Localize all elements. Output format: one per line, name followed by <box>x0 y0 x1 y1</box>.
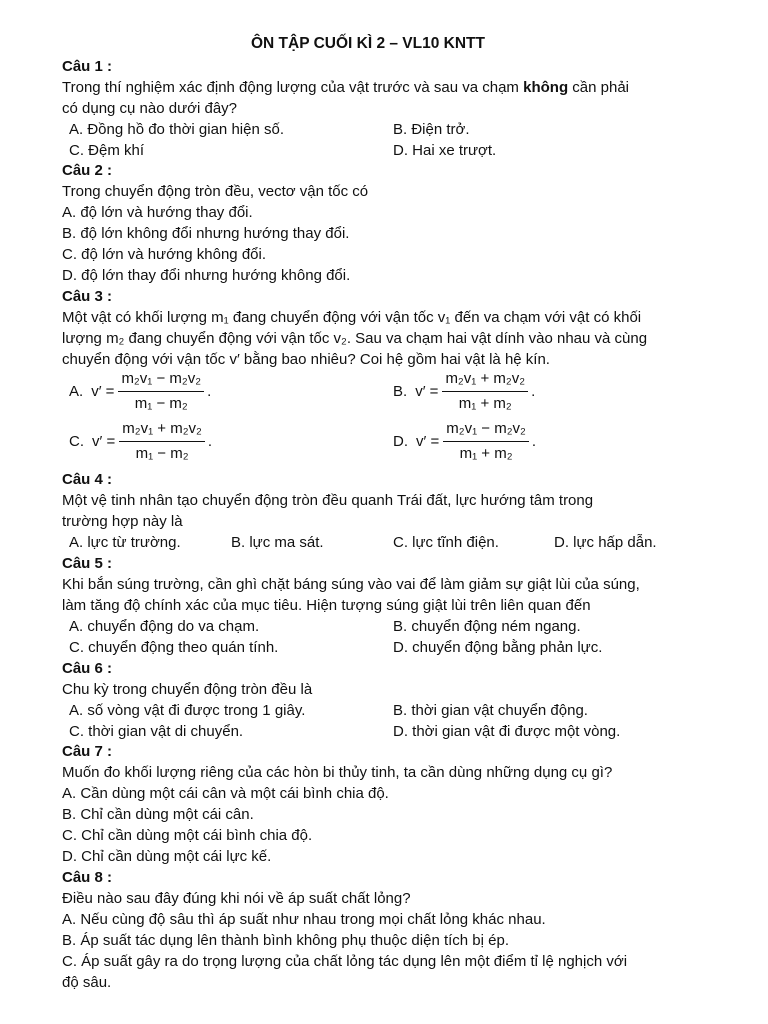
question-1-stem-line1 <box>62 79 629 96</box>
question-4-heading: Câu 4 : <box>62 471 113 488</box>
question-1-option-b: B. Điện trở. <box>393 121 470 138</box>
question-7-stem: Muốn đo khối lượng riêng của các hòn bi thủy tinh, ta cần dùng những dụng cụ gì? <box>62 764 613 781</box>
question-1-option-d: D. Hai xe trượt. <box>393 142 497 159</box>
question-7-option-d: D. Chỉ cần dùng một cái lực kế. <box>62 848 272 865</box>
question-3-option-c <box>69 420 212 463</box>
question-8-heading: Câu 8 : <box>62 869 113 886</box>
option-label: C. <box>69 433 84 450</box>
period: . <box>531 433 537 450</box>
question-6-option-d: D. thời gian vật đi được một vòng. <box>393 723 621 740</box>
fraction <box>442 370 528 413</box>
question-1-heading: Câu 1 : <box>62 58 113 75</box>
fraction <box>443 420 529 463</box>
question-7-option-b: B. Chỉ cần dùng một cái cân. <box>62 806 254 823</box>
question-6-heading: Câu 6 : <box>62 660 113 677</box>
option-label: B. <box>393 383 408 400</box>
formula-lhs: v′ = <box>415 383 439 400</box>
fraction <box>118 370 204 413</box>
question-3-option-a <box>69 370 211 413</box>
question-8-option-b: B. Áp suất tác dụng lên thành bình không phụ thuộc diện tích bị ép. <box>62 932 509 949</box>
question-1-option-a: A. Đồng hồ đo thời gian hiện số. <box>69 121 284 138</box>
question-6-stem: Chu kỳ trong chuyển động tròn đều là <box>62 681 313 698</box>
question-5-stem-line1: Khi bắn súng trường, cần ghì chặt báng súng vào vai để làm giảm sự giật lùi của súng, <box>62 576 640 593</box>
question-8-option-c-line2: độ sâu. <box>62 974 112 991</box>
question-5-option-b: B. chuyển động ném ngang. <box>393 618 581 635</box>
question-3-option-b <box>393 370 535 413</box>
question-2-option-b: B. độ lớn không đổi nhưng hướng thay đổi. <box>62 225 350 242</box>
option-label: A. <box>69 383 84 400</box>
question-3-stem-line3: chuyển động với vận tốc v′ bằng bao nhiêu? Coi hệ gồm hai vật là hệ kín. <box>62 351 550 368</box>
denominator: m₁ − m₂ <box>135 445 189 462</box>
numerator: m₂v₁ − m₂v₂ <box>118 370 204 392</box>
question-2-option-a: A. độ lớn và hướng thay đổi. <box>62 204 253 221</box>
question-2-option-d: D. độ lớn thay đổi nhưng hướng không đổi. <box>62 267 351 284</box>
stem-emphasis: không <box>523 79 569 96</box>
question-4-stem-line1: Một vệ tinh nhân tạo chuyển động tròn đều quanh Trái đất, lực hướng tâm trong <box>62 492 594 509</box>
question-5-stem-line2: làm tăng độ chính xác của mục tiêu. Hiện tượng súng giật lùi trên liên quan đến <box>62 597 591 614</box>
question-6-option-a: A. số vòng vật đi được trong 1 giây. <box>69 702 306 719</box>
question-1-stem-line2: có dụng cụ nào dưới đây? <box>62 100 237 117</box>
numerator: m₂v₁ − m₂v₂ <box>443 420 529 442</box>
question-8-option-c-line1: C. Áp suất gây ra do trọng lượng của chất lỏng tác dụng lên một điểm tỉ lệ nghịch với <box>62 953 628 970</box>
denominator: m₁ − m₂ <box>134 395 188 412</box>
question-7-heading: Câu 7 : <box>62 743 113 760</box>
question-8-option-a: A. Nếu cùng độ sâu thì áp suất như nhau trong mọi chất lỏng khác nhau. <box>62 911 546 928</box>
stem-text: Trong thí nghiệm xác định động lượng của vật trước và sau va chạm <box>62 79 524 96</box>
question-1-option-c: C. Đệm khí <box>69 142 145 159</box>
fraction <box>119 420 205 463</box>
numerator: m₂v₁ + m₂v₂ <box>119 420 205 442</box>
question-4-option-a: A. lực từ trường. <box>69 534 181 551</box>
question-5-heading: Câu 5 : <box>62 555 113 572</box>
question-3-stem-line2: lượng m₂ đang chuyển động với vận tốc v₂. Sau va chạm hai vật dính vào nhau và cùng <box>62 330 648 347</box>
question-4-option-c: C. lực tĩnh điện. <box>393 534 499 551</box>
question-3-stem-line1: Một vật có khối lượng m₁ đang chuyển động với vận tốc v₁ đến va chạm với vật có khối <box>62 309 642 326</box>
question-2-heading: Câu 2 : <box>62 162 113 179</box>
question-2-stem: Trong chuyển động tròn đều, vectơ vận tốc có <box>62 183 369 200</box>
denominator: m₁ + m₂ <box>458 395 512 412</box>
question-6-option-b: B. thời gian vật chuyển động. <box>393 702 588 719</box>
question-5-option-d: D. chuyển động bằng phản lực. <box>393 639 603 656</box>
question-7-option-a: A. Cần dùng một cái cân và một cái bình chia độ. <box>62 785 389 802</box>
question-5-option-c: C. chuyển động theo quán tính. <box>69 639 279 656</box>
formula-lhs: v′ = <box>92 433 116 450</box>
numerator: m₂v₁ + m₂v₂ <box>442 370 528 392</box>
period: . <box>207 433 213 450</box>
formula-lhs: v′ = <box>416 433 440 450</box>
question-7-option-c: C. Chỉ cần dùng một cái bình chia độ. <box>62 827 313 844</box>
denominator: m₁ + m₂ <box>459 445 513 462</box>
option-label: D. <box>393 433 408 450</box>
question-5-option-a: A. chuyển động do va chạm. <box>69 618 260 635</box>
question-2-option-c: C. độ lớn và hướng không đổi. <box>62 246 267 263</box>
stem-text: cần phải <box>568 79 629 96</box>
question-4-option-b: B. lực ma sát. <box>231 534 324 551</box>
question-4-stem-line2: trường hợp này là <box>62 513 183 530</box>
question-6-option-c: C. thời gian vật di chuyển. <box>69 723 244 740</box>
page-title: ÔN TẬP CUỐI KÌ 2 – VL10 KNTT <box>251 35 485 52</box>
question-8-stem: Điều nào sau đây đúng khi nói về áp suất chất lỏng? <box>62 890 411 907</box>
question-3-heading: Câu 3 : <box>62 288 113 305</box>
question-3-option-d <box>393 420 536 463</box>
question-4-option-d: D. lực hấp dẫn. <box>554 534 657 551</box>
period: . <box>207 383 212 400</box>
period: . <box>531 383 536 400</box>
formula-lhs: v′ = <box>91 383 115 400</box>
